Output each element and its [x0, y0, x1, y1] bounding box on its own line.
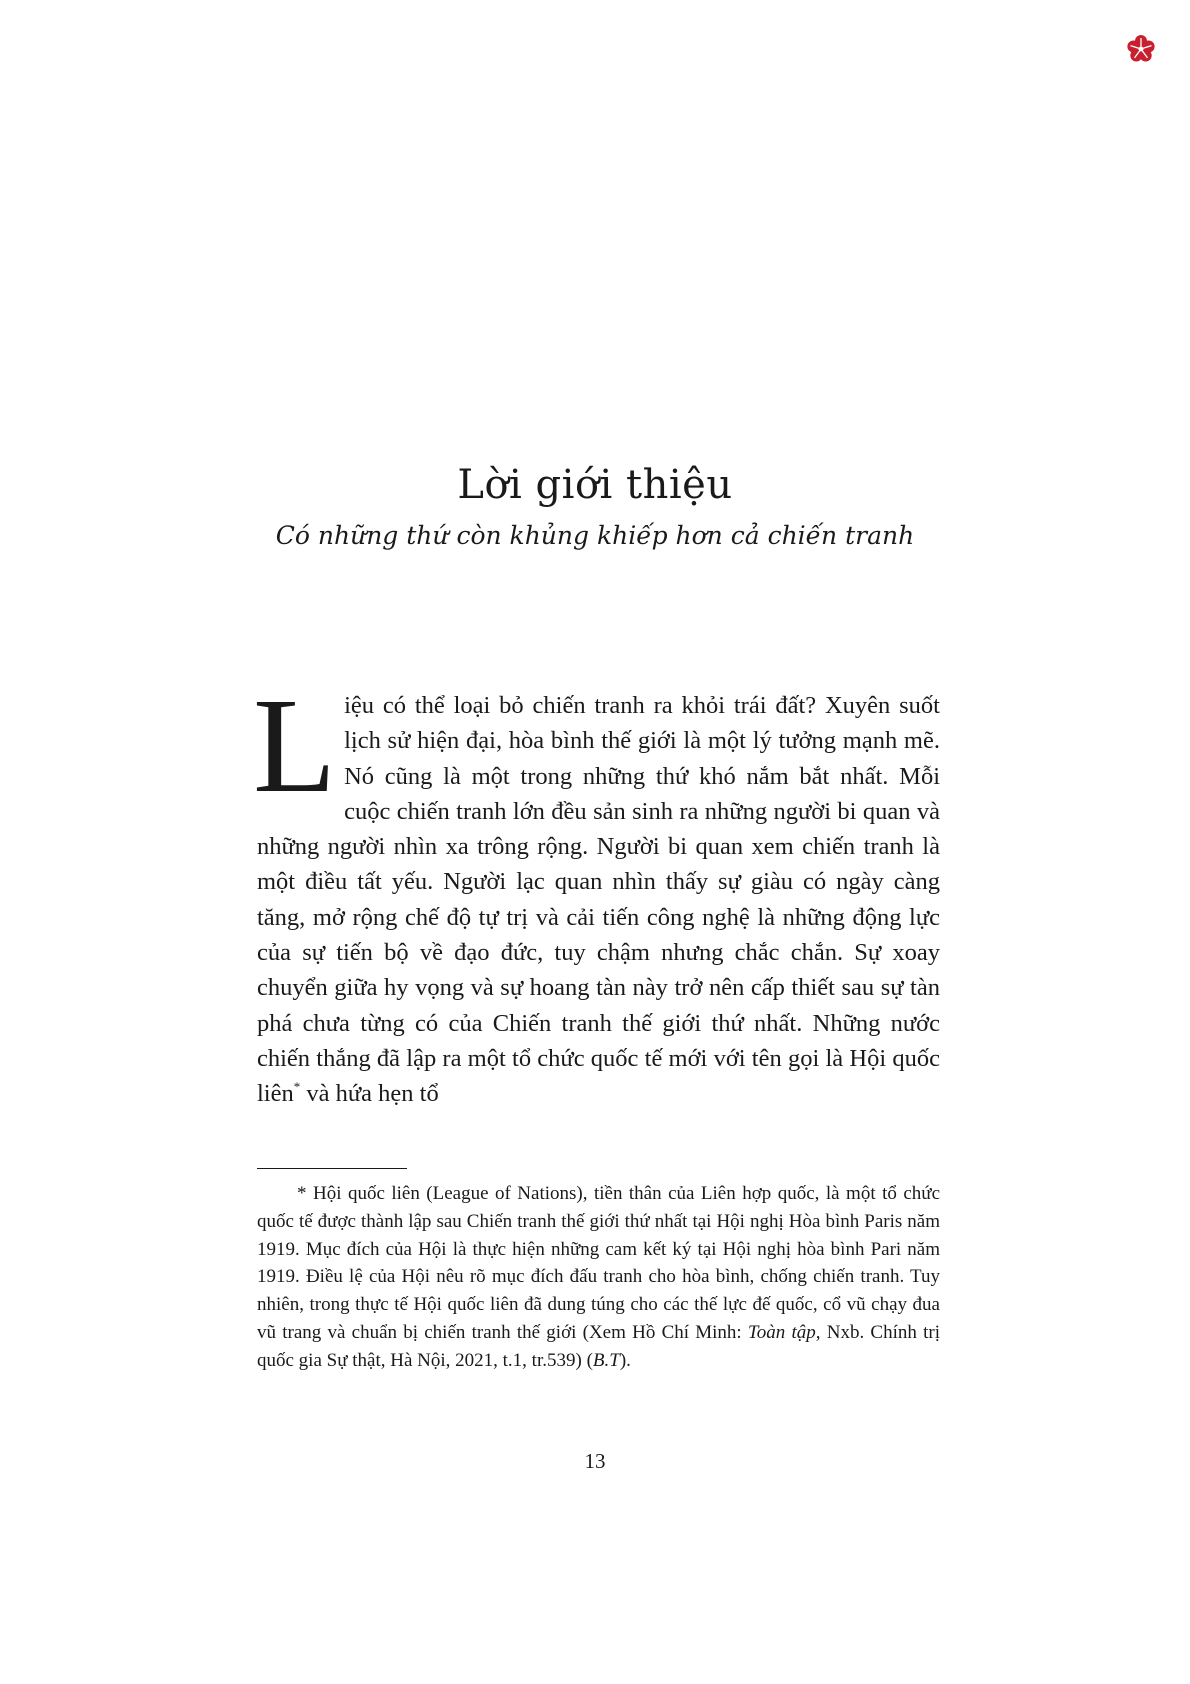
footnote-text-2: Nxb. Chính trị quốc gia Sự thật, Hà Nội, 2021, t.1, tr.539) (	[257, 1321, 940, 1371]
footnote-book-title: Toàn tập,	[747, 1321, 821, 1343]
chapter-subtitle: Có những thứ còn khủng khiếp hơn cả chiến tranh	[275, 521, 915, 550]
footnote-reference[interactable]: *	[293, 1079, 301, 1095]
body-text-main: iệu có thể loại bỏ chiến tranh ra khỏi trái đất? Xuyên suốt lịch sử hiện đại, hòa bình thế giới là một lý tưởng mạnh mẽ. Nó cũng là một trong những thứ khó nắm bắt nhất. Mỗi cuộc chiến tranh lớn đều sản sinh ra những người bi quan và những người nhìn xa trông rộng. Người bi quan xem chiến tranh là một điều tất yếu. Người lạc quan nhìn thấy sự giàu có ngày càng tăng, mở rộng chế độ tự trị và cải tiến công nghệ là những động lực của sự tiến bộ về đạo đức, tuy chậm nhưng chắc chắn. Sự xoay chuyển giữa hy vọng và sự hoang tàn này trở nên cấp thiết sau sự tàn phá chưa từng có của Chiến tranh thế giới thứ nhất. Những nước chiến thắng đã lập ra một tổ chức quốc tế mới với tên gọi là Hội quốc liên	[257, 692, 940, 1108]
flower-ornament-icon	[1126, 34, 1156, 64]
footnote-credit: B.T	[592, 1349, 620, 1371]
body-text-tail: và hứa hẹn tổ	[300, 1080, 439, 1108]
footnote-text-3: ).	[619, 1349, 631, 1371]
chapter-title: Lời giới thiệu	[457, 462, 733, 508]
footnote	[257, 1180, 940, 1375]
footnote-divider	[257, 1168, 407, 1169]
body-paragraph	[253, 671, 940, 1112]
chapter-heading	[0, 458, 1190, 554]
page-number: 13	[584, 1449, 606, 1473]
footnote-text-1: * Hội quốc liên (League of Nations), tiền thân của Liên hợp quốc, là một tổ chức quốc tế được thành lập sau Chiến tranh thế giới thứ nhất tại Hội nghị Hòa bình Paris năm 1919. Mục đích của Hội là thực hiện những cam kết ký tại Hội nghị hòa bình Pari năm 1919. Điều lệ của Hội nêu rõ mục đích đấu tranh cho hòa bình, chống chiến tranh. Tuy nhiên, trong thực tế Hội quốc liên đã dung túng cho các thế lực đế quốc, cổ vũ chạy đua vũ trang và chuẩn bị chiến tranh thế giới (Xem Hồ Chí Minh:	[257, 1183, 940, 1343]
drop-cap: L	[253, 671, 337, 821]
